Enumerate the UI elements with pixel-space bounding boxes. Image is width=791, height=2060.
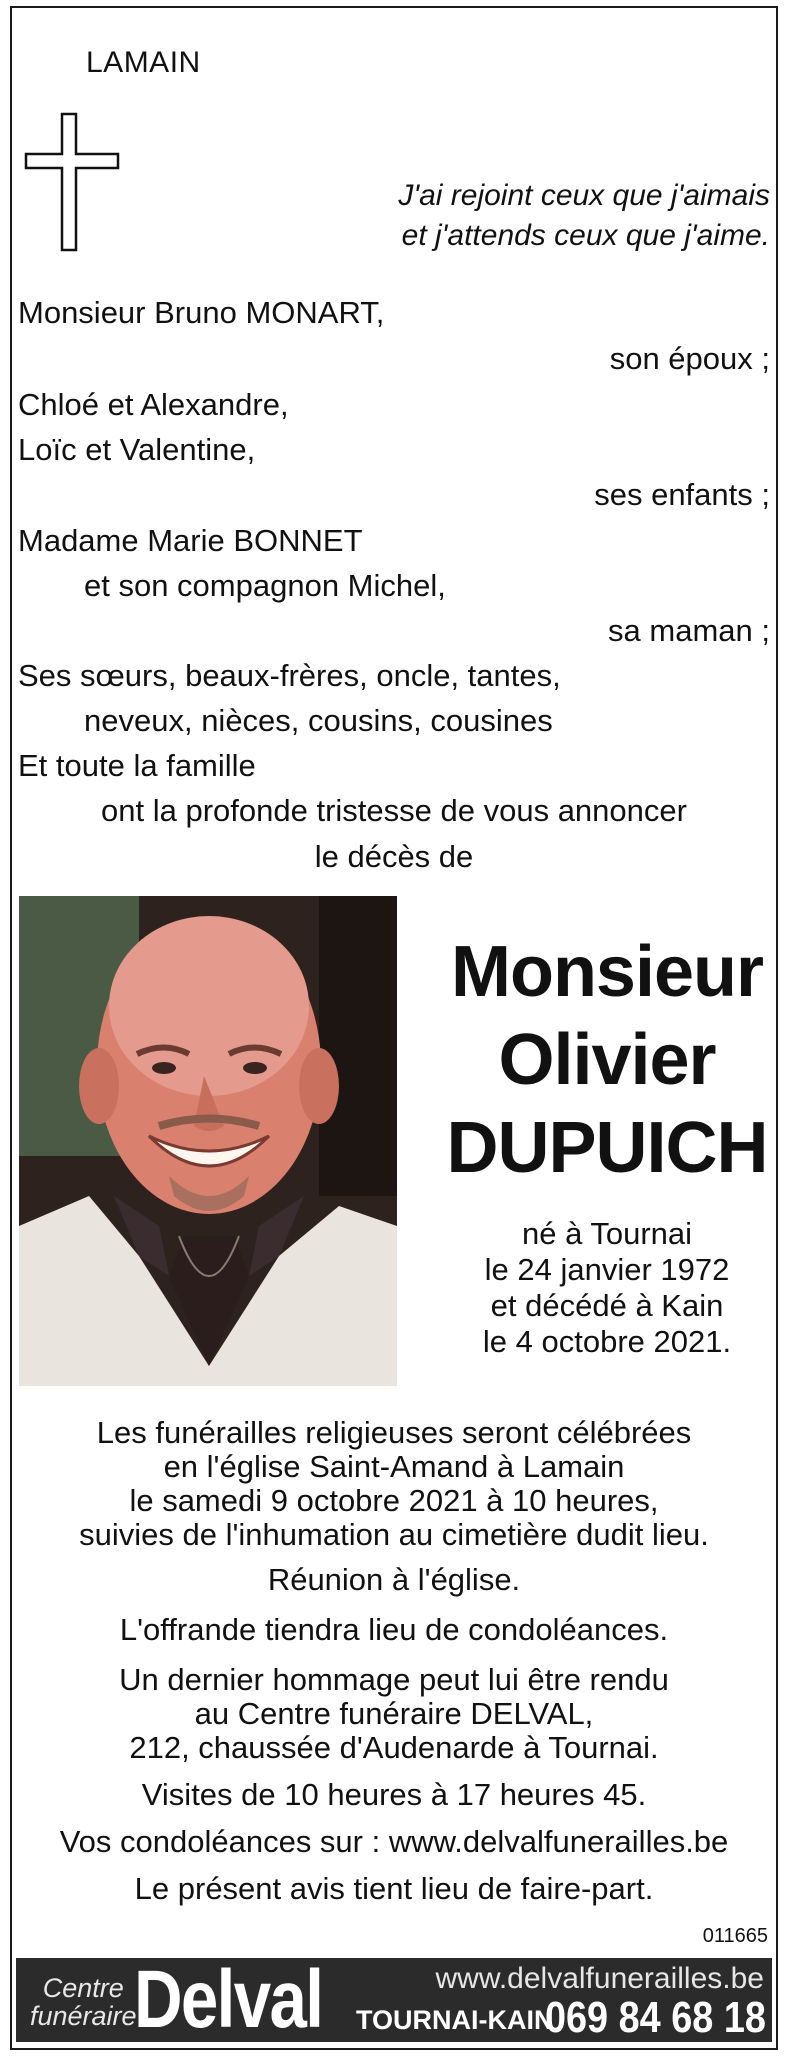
funeral-line: le samedi 9 octobre 2021 à 10 heures, [129, 1483, 659, 1518]
deceased-last-name: DUPUICH [446, 1108, 768, 1188]
condolence-website: Vos condoléances sur : www.delvalfunerailles.be [59, 1824, 729, 1859]
mother-name: Madame Marie BONNET [18, 523, 363, 558]
funeral-line: 212, chaussée d'Audenarde à Tournai. [129, 1730, 659, 1765]
siblings-line: Ses sœurs, beaux-frères, oncle, tantes, [18, 658, 561, 693]
funeral-line: L'offrande tiendra lieu de condoléances. [119, 1612, 669, 1647]
funeral-line: Le présent avis tient lieu de faire-part. [134, 1871, 654, 1906]
portrait-photo [19, 896, 397, 1386]
deceased-name [442, 928, 772, 1192]
child-names: Loïc et Valentine, [18, 432, 256, 467]
place-name: LAMAIN [86, 46, 201, 79]
centre-line: Centre [42, 1973, 124, 2003]
deceased-first-name: Olivier [498, 1020, 716, 1100]
death-place: et décédé à Kain [490, 1288, 724, 1323]
quote-line: et j'attends ceux que j'aime. [401, 219, 770, 252]
relatives-line: neveux, nièces, cousins, cousines [84, 703, 553, 738]
birth-place: né à Tournai [521, 1216, 693, 1251]
funeral-line: suivies de l'inhumation au cimetière dudit lieu. [79, 1517, 709, 1552]
reference-number: 011665 [702, 1925, 768, 1947]
footer-website: www.delvalfunerailles.be [435, 1962, 764, 1995]
funeral-line: en l'église Saint-Amand à Lamain [163, 1449, 625, 1484]
centre-line: funéraire [30, 2001, 137, 2031]
brand-logo: Delval [134, 1954, 323, 2045]
husband-name: Monsieur Bruno MONART, [18, 295, 385, 330]
death-date: le 4 octobre 2021. [482, 1324, 732, 1359]
mother-companion: et son compagnon Michel, [84, 568, 446, 603]
obituary-notice [10, 6, 778, 2050]
funeral-line: Un dernier hommage peut lui être rendu [119, 1662, 669, 1697]
funeral-line: Réunion à l'église. [267, 1562, 521, 1597]
footer-phone: 069 84 68 18 [545, 1993, 766, 2042]
centre-label [30, 1974, 137, 2030]
deceased-title: Monsieur [450, 932, 764, 1012]
children-role: ses enfants ; [594, 477, 770, 512]
cross-icon [22, 112, 122, 257]
husband-role: son époux ; [609, 341, 770, 376]
footer-city: TOURNAI-KAIN [356, 2005, 554, 2035]
announcement: ont la profonde tristesse de vous annoncer [101, 793, 687, 828]
announcement-deces: le décès de [314, 839, 474, 874]
birth-death-info [442, 1216, 772, 1360]
funeral-line: Les funérailles religieuses seront célébrées [96, 1415, 692, 1450]
epitaph-quote [398, 176, 770, 256]
mother-role: sa maman ; [608, 613, 770, 648]
quote-line: J'ai rejoint ceux que j'aimais [398, 179, 770, 212]
birth-date: le 24 janvier 1972 [484, 1252, 730, 1287]
funeral-home-banner [16, 1954, 772, 2045]
funeral-line: au Centre funéraire DELVAL, [194, 1696, 594, 1731]
all-family: Et toute la famille [18, 748, 256, 783]
funeral-line: Visites de 10 heures à 17 heures 45. [141, 1777, 647, 1812]
child-names: Chloé et Alexandre, [18, 387, 289, 422]
